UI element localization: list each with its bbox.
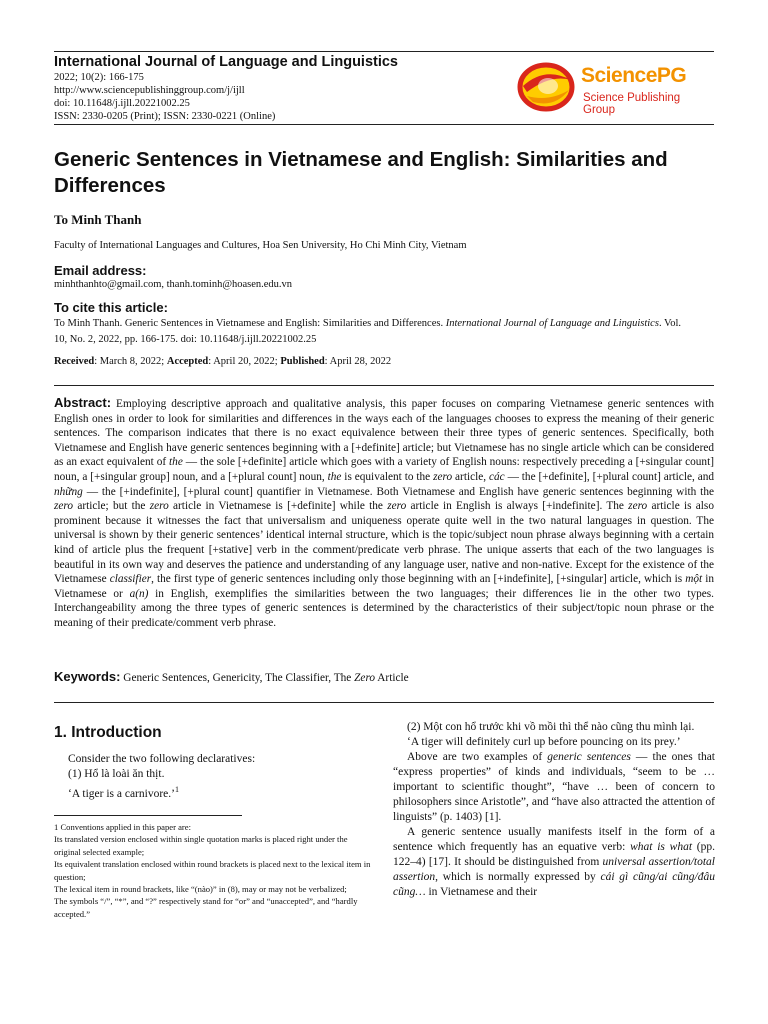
abstract-text: article, — [452, 470, 489, 483]
intro-line: Consider the two following declaratives: — [68, 753, 256, 765]
abstract-text: article in English is always [+indefinite]. The — [406, 500, 629, 513]
cite-heading: To cite this article: — [54, 300, 168, 315]
abstract-text: in Vietnamese or — [54, 573, 714, 600]
paragraph-italic: universal assertion/total assertion — [393, 856, 716, 883]
keywords-text: Generic Sentences, Genericity, The Classifier, The — [120, 672, 355, 684]
logo-subtitle: Science Publishing Group — [583, 92, 681, 116]
cite-journal: International Journal of Language and Linguistics — [445, 318, 659, 329]
abstract-text: in English, exemplifies the similarities between the two languages; their differences lie in the other two types. Interchangeability among the three types of generic sentences is determined by the characteristics of their subject/topic noun phrase or the meaning of their predicate/comment verb phrase. — [54, 587, 714, 629]
journal-doi[interactable]: doi: 10.11648/j.ijll.20221002.25 — [54, 98, 190, 109]
author-name: To Minh Thanh — [54, 212, 142, 227]
paragraph-text: , which is normally expressed by — [435, 871, 601, 883]
abstract-italic: những — [54, 485, 83, 498]
keywords-italic: Zero — [354, 672, 376, 684]
journal-title: International Journal of Language and Linguistics — [54, 54, 398, 70]
abstract-top-rule — [54, 385, 714, 386]
sciencepg-logo-icon — [515, 62, 575, 112]
cite-text-b: . Vol. 10, No. 2, 2022, pp. 166-175. doi: 10.11648/j.ijll.20221002.25 — [54, 318, 682, 345]
section-heading-introduction: 1. Introduction — [54, 724, 162, 741]
intro-examples — [68, 752, 368, 802]
abstract-text: article in Vietnamese is [+definite] while the — [168, 500, 388, 513]
right-column — [393, 720, 715, 900]
accepted-date: : April 20, 2022; — [208, 356, 281, 367]
abstract-italic: các — [489, 470, 505, 483]
keywords — [54, 669, 409, 684]
abstract-italic: zero — [628, 500, 648, 513]
paper-title: Generic Sentences in Vietnamese and English: Similarities and Differences — [54, 148, 668, 197]
paragraph-text: (pp. 122–4) [17]. It should be distinguished from — [393, 841, 715, 868]
abstract-text: , the first type of generic sentences including only those beginning with an [+indefinite], [+singular] article, which is — [151, 573, 686, 586]
footnote-rule — [54, 815, 242, 816]
abstract-italic: a(n) — [129, 587, 149, 600]
sciencepg-logo — [515, 62, 715, 116]
abstract-italic: the — [327, 470, 342, 483]
footnote: The lexical item in round brackets, like “(nào)” in (8), may or may not be verbalized; — [54, 884, 347, 895]
article-dates — [54, 354, 391, 370]
email-addresses[interactable]: minhthanhto@gmail.com, thanh.tominh@hoasen.edu.vn — [54, 279, 293, 290]
paragraph — [393, 750, 715, 825]
journal-url[interactable]: http://www.sciencepublishinggroup.com/j/ijll — [54, 85, 245, 96]
cite-text-a: To Minh Thanh. Generic Sentences in Vietnamese and English: Similarities and Differences. — [54, 318, 446, 329]
top-rule — [54, 51, 714, 52]
abstract-italic: classifier — [109, 573, 152, 586]
abstract-text: Employing descriptive approach and qualitative analysis, this paper focuses on comparing Vietnamese generic sentences with English ones in order to look for similarities and differences in the ways each of the languages chooses to express the meaning of their generic sentences. The comparison indicates that there is no exact equivalence between their three types of generic sentences. Specifically, both Vietnamese and English have generic sentences beginning with a [+definite] article; but Vietnamese has no single article which can be considered as an exact equivalent of — [54, 398, 714, 469]
abstract-text: article; but the — [73, 500, 150, 513]
paragraph-text: in Vietnamese and their — [425, 886, 538, 898]
journal-meta — [54, 71, 275, 123]
footnotes — [54, 821, 376, 920]
footnote: The symbols “/”, “*”, and “?” respectively stand for “or” and “unaccepted”, and “hardly accepted.” — [54, 896, 358, 919]
example-1-text: ‘A tiger is a carnivore.’ — [68, 787, 175, 800]
abstract-italic: zero — [54, 500, 74, 513]
paragraph-italic: generic sentences — [547, 751, 631, 763]
journal-issue: 2022; 10(2): 166-175 — [54, 72, 144, 83]
accepted-label: Accepted — [166, 356, 209, 367]
abstract-text: article is also prominent because it witnesses the fact that universalism and uniqueness operate quite well in the two natural languages in question. The universal is shown by their generic sentences’ identical internal structure, which is the topic/subject noun phrase always beginning with a certain kind of article plus the frequent [+stative] verb in the comment/predicate verb phrase. The unique asserts that each of the two languages is beautiful in its own way and deserves the patience and understanding of any language user, native and non-native. Except for the existence of the Vietnamese — [54, 500, 714, 586]
paragraph-italic: cái gì cũng/ai cũng/đâu cũng… — [393, 871, 715, 898]
abstract — [54, 396, 714, 631]
abstract-text: — the [+indefinite], [+plural count] quantifier in Vietnamese. Both Vietnamese and English have generic sentences beginning with the — [82, 485, 714, 498]
header-rule — [54, 124, 714, 125]
received-label: Received — [54, 356, 95, 367]
abstract-italic: một — [685, 573, 703, 586]
footnote: Its equivalent translation enclosed within round brackets is placed next to the lexical item in question; — [54, 859, 371, 882]
abstract-italic: zero — [149, 500, 169, 513]
footnote: Its translated version enclosed within single quotation marks is placed right under the original selected example; — [54, 834, 348, 857]
example-1: (1) Hổ là loài ăn thịt. — [68, 768, 165, 780]
paragraph-italic: what is what — [630, 841, 693, 853]
abstract-bottom-rule — [54, 702, 714, 703]
keywords-text-end: Article — [375, 672, 409, 684]
affiliation: Faculty of International Languages and Cultures, Hoa Sen University, Ho Chi Minh City, Vietnam — [54, 240, 467, 251]
published-date: : April 28, 2022 — [324, 356, 392, 367]
keywords-label: Keywords: — [54, 669, 121, 684]
abstract-italic: zero — [433, 470, 453, 483]
journal-issn: ISSN: 2330-0205 (Print); ISSN: 2330-0221 (Online) — [54, 111, 276, 122]
received-date: : March 8, 2022; — [94, 356, 167, 367]
example-2: (2) Một con hổ trước khi vồ mồi thì thể nào cũng thu mình lại. — [407, 721, 695, 733]
paragraph — [393, 825, 715, 900]
abstract-label: Abstract: — [54, 395, 112, 410]
abstract-italic: the — [169, 456, 183, 469]
paragraph-text: A generic sentence usually manifests itself in the form of a sentence which frequently has an equative verb: — [393, 826, 715, 853]
paragraph-text: Above are two examples of — [407, 751, 548, 763]
abstract-italic: zero — [387, 500, 407, 513]
email-heading: Email address: — [54, 263, 147, 278]
citation — [54, 316, 694, 348]
footnote-ref[interactable]: 1 — [174, 785, 179, 794]
published-label: Published — [280, 356, 325, 367]
paragraph-text: — the ones that “express properties” of kinds and individuals, “seem to be … important to scientific thought”, “have … been of concern to philosophers since Aristotle”, and “have also attracted the attention of linguists” (p. 1403) [1]. — [393, 751, 715, 823]
abstract-text: — the [+definite], [+plural count] article, and — [504, 470, 715, 483]
abstract-text: — the sole [+definite] article which goes with a variety of English nouns: respectively preceding a [+singular count] noun, a [+singular group] noun, and a [+plural count] noun, — [54, 456, 714, 483]
footnote: 1 Conventions applied in this paper are: — [54, 822, 191, 832]
abstract-text: is equivalent to the — [341, 470, 434, 483]
example-1-translation — [68, 782, 368, 802]
logo-name: SciencePG — [581, 64, 687, 87]
example-2-translation: ‘A tiger will definitely curl up before pouncing on its prey.’ — [407, 736, 681, 748]
